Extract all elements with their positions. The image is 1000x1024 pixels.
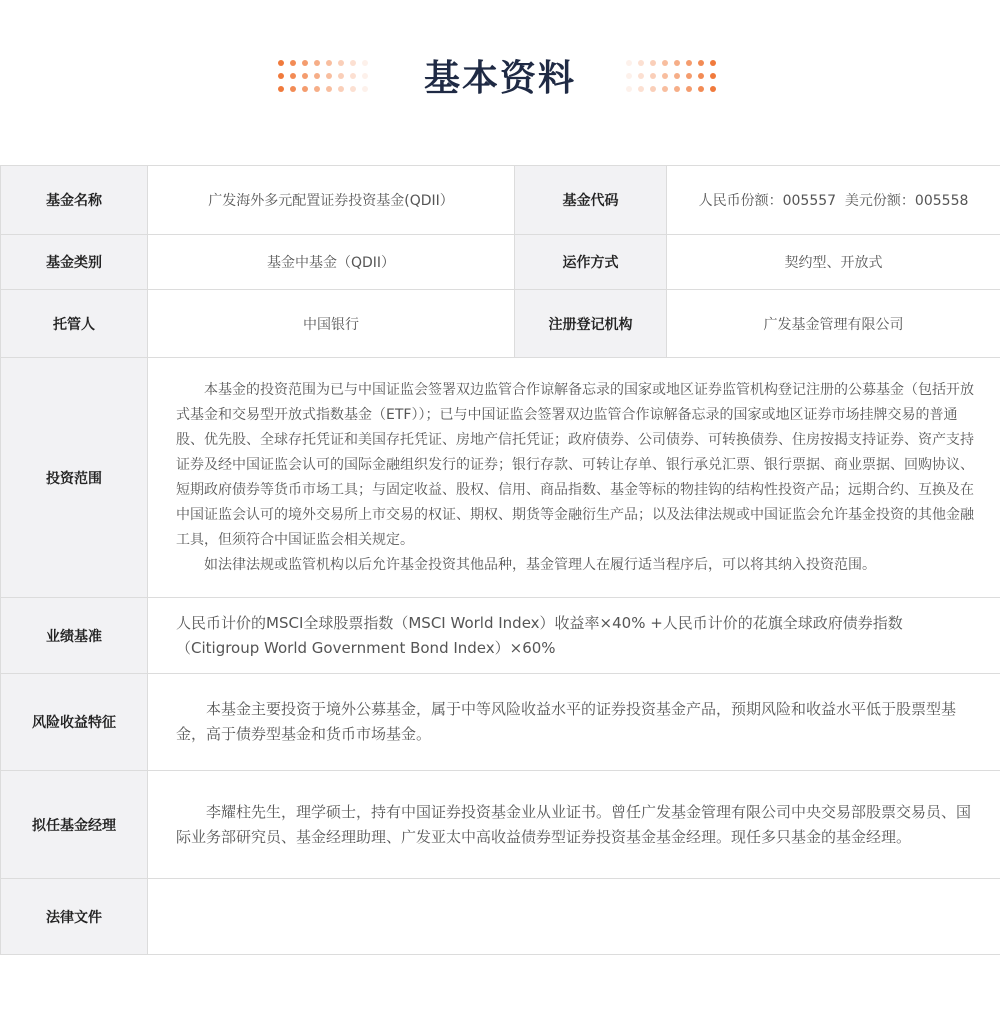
registrar-value: 广发基金管理有限公司 [667, 290, 1000, 358]
title-banner [0, 48, 1000, 104]
scope-paragraph-2: 如法律法规或监管机构以后允许基金投资其他品种，基金管理人在履行适当程序后，可以将其纳入投资范围。 [204, 556, 876, 573]
decorative-dot [662, 73, 668, 79]
table-row [1, 771, 1000, 879]
benchmark-value [148, 598, 1000, 674]
risk-label: 风险收益特征 [1, 674, 148, 771]
decorative-dot [674, 73, 680, 79]
risk-value [148, 674, 1000, 771]
decorative-dot [638, 86, 644, 92]
fund-name-label: 基金名称 [1, 166, 148, 235]
decorative-dot [650, 60, 656, 66]
decorative-dot [698, 86, 704, 92]
decorative-dot [626, 73, 632, 79]
registrar-label: 注册登记机构 [515, 290, 667, 358]
legal-docs-value [148, 879, 1000, 955]
page-title: 基本资料 [423, 58, 576, 99]
decorative-dot [674, 86, 680, 92]
decorative-dot [698, 60, 704, 66]
fund-info-table [0, 165, 1000, 955]
decorative-dot [638, 60, 644, 66]
decorative-dot [710, 86, 716, 92]
decorative-dot [626, 86, 632, 92]
decorative-dot [686, 86, 692, 92]
table-row [1, 166, 1000, 235]
fund-type-value: 基金中基金（QDII） [148, 235, 515, 290]
decorative-dot [710, 73, 716, 79]
fund-type-label: 基金类别 [1, 235, 148, 290]
fund-name-value: 广发海外多元配置证券投资基金(QDII） [148, 166, 515, 235]
operation-value: 契约型、开放式 [667, 235, 1000, 290]
manager-value [148, 771, 1000, 879]
fund-code-label: 基金代码 [515, 166, 667, 235]
scope-paragraph-1: 本基金的投资范围为已与中国证监会签署双边监管合作谅解备忘录的国家或地区证券监管机构登记注册的公募基金（包括开放式基金和交易型开放式指数基金（ETF））；已与中国证监会签署双边监管合作谅解备忘录的国家或地区证券市场挂牌交易的普通股、优先股、全球存托凭证和美国存托凭证、房地产信托凭证；政府债券、公司债券、可转换债券、住房按揭支持证券、资产支持证券及经中国证监会认可的国际金融组织发行的证券；银行存款、可转让存单、银行承兑汇票、银行票据、商业票据、回购协议、短期政府债券等货币市场工具；与固定收益、股权、信用、商品指数、基金等标的物挂钩的结构性投资产品；远期合约、互换及在中国证监会认可的境外交易所上市交易的权证、期权、期货等金融衍生产品；以及法律法规或中国证监会允许基金投资的其他金融工具，但须符合中国证监会相关规定。 [176, 381, 974, 548]
decorative-dot [650, 73, 656, 79]
table-row [1, 879, 1000, 955]
custodian-value: 中国银行 [148, 290, 515, 358]
decorative-dot [698, 73, 704, 79]
table-row [1, 674, 1000, 771]
decorative-dot [710, 60, 716, 66]
legal-docs-label: 法律文件 [1, 879, 148, 955]
decorative-dot [674, 60, 680, 66]
decorative-dot [626, 60, 632, 66]
fund-code-value: 人民币份额：005557 美元份额：005558 [667, 166, 1000, 235]
decorative-dot [686, 73, 692, 79]
dot-pattern-right [626, 58, 722, 98]
scope-value [148, 358, 1000, 598]
operation-label: 运作方式 [515, 235, 667, 290]
table-row [1, 235, 1000, 290]
decorative-dot [662, 86, 668, 92]
risk-text: 本基金主要投资于境外公募基金，属于中等风险收益水平的证券投资基金产品，预期风险和收益水平低于股票型基金，高于债券型基金和货币市场基金。 [176, 700, 957, 743]
decorative-dot [638, 73, 644, 79]
manager-text: 李耀柱先生，理学硕士，持有中国证券投资基金业从业证书。曾任广发基金管理有限公司中央交易部股票交易员、国际业务部研究员、基金经理助理、广发亚太中高收益债券型证券投资基金基金经理。现任多只基金的基金经理。 [176, 802, 972, 846]
table-row [1, 598, 1000, 674]
table-row [1, 290, 1000, 358]
benchmark-label: 业绩基准 [1, 598, 148, 674]
custodian-label: 托管人 [1, 290, 148, 358]
table-row [1, 358, 1000, 598]
scope-label: 投资范围 [1, 358, 148, 598]
manager-label: 拟任基金经理 [1, 771, 148, 879]
decorative-dot [686, 60, 692, 66]
decorative-dot [650, 86, 656, 92]
benchmark-text: 人民币计价的MSCI全球股票指数（MSCI World Index）收益率×40% +人民币计价的花旗全球政府债券指数（Citigroup World Government Bond Index）×60% [176, 613, 903, 657]
decorative-dot [662, 60, 668, 66]
